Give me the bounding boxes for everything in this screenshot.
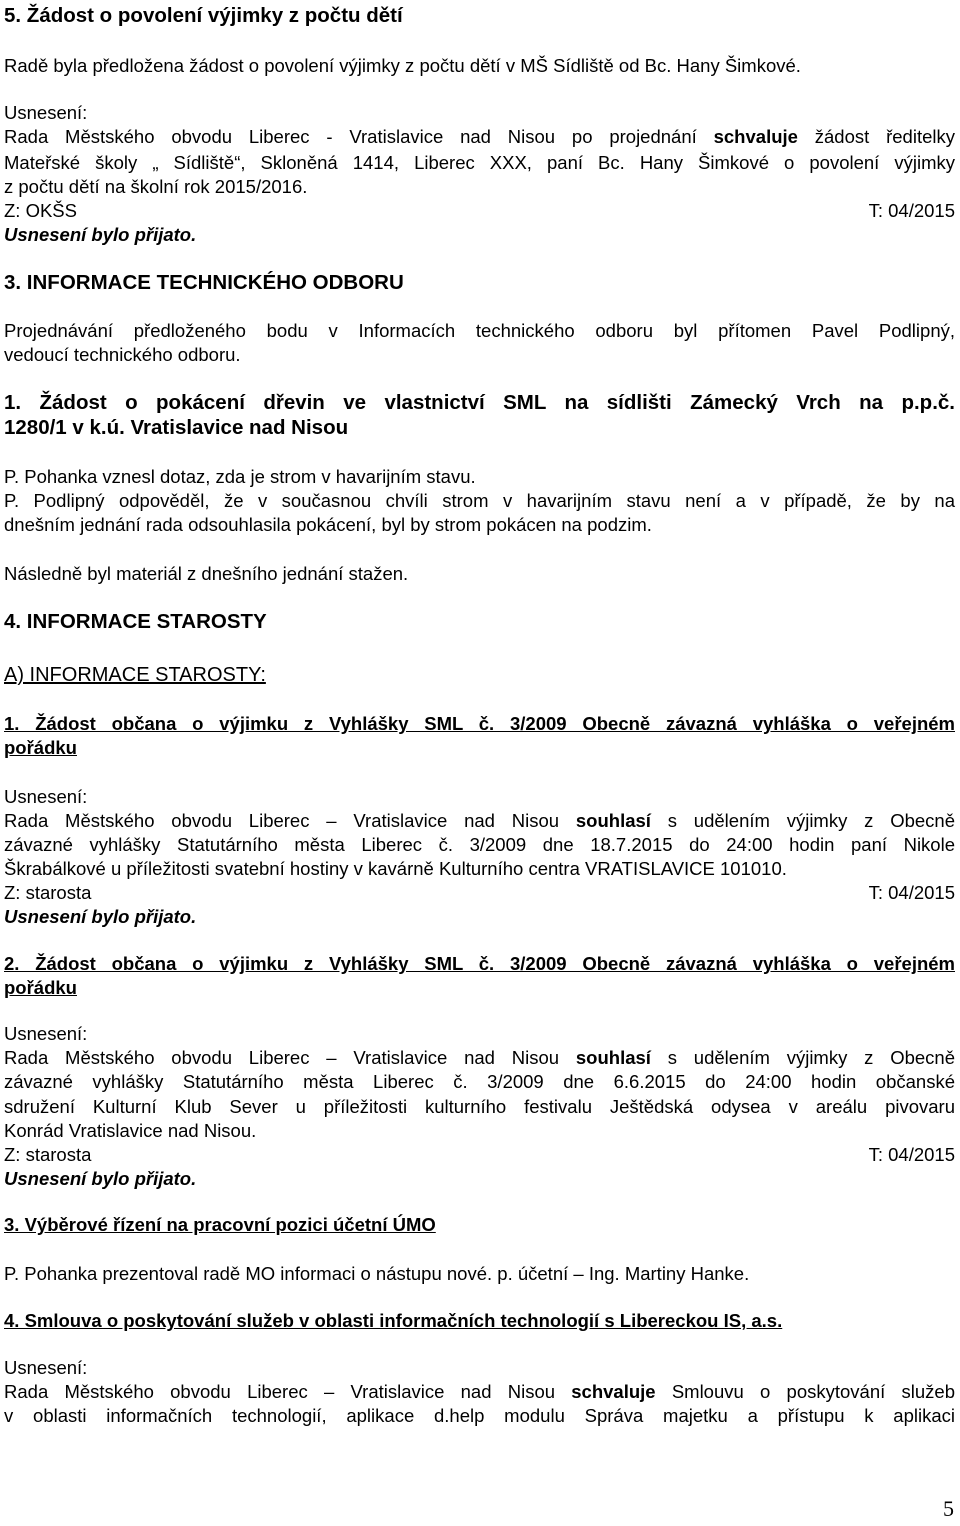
item-1-title: 1280/1 v k.ú. Vratislavice nad Nisou [4, 416, 349, 439]
item-2-title: pořádku [4, 977, 77, 998]
resolution-accepted: Usnesení bylo přijato. [4, 1168, 197, 1189]
question-text: P. Pohanka vznesl dotaz, zda je strom v havarijním stavu. [4, 466, 476, 487]
resolution-text: Rada Městského obvodu Liberec – Vratislavice nad Nisou souhlasí s udělením výjimky z Obecně [4, 810, 956, 831]
resolution-text: Škrabálkové u příležitosti svatební hostiny v kavárně Kulturního centra VRATISLAVICE 101010. [4, 858, 787, 879]
withdrawn-text: Následně byl materiál z dnešního jednání stažen. [4, 563, 409, 584]
resolution-accepted: Usnesení bylo přijato. [4, 224, 197, 245]
subsection-heading: A) INFORMACE STAROSTY: [4, 664, 266, 686]
responsibility-row [4, 1144, 955, 1166]
resolution-text: v oblasti informačních technologií, aplikace d.help modulu Správa majetku a přístupu k aplikaci [4, 1405, 955, 1426]
responsibility-row [4, 200, 955, 222]
section-3-paragraph: Projednávání předloženého bodu v Informacích technického odboru byl přítomen Pavel Podlipný, [4, 320, 955, 341]
answer-text: dnešním jednání rada odsouhlasila pokácení, byl by strom pokácen na podzim. [4, 514, 652, 535]
section-4-heading: 4. INFORMACE STAROSTY [4, 610, 267, 633]
section-3-heading: 3. INFORMACE TECHNICKÉHO ODBORU [4, 271, 404, 294]
deadline: T: 04/2015 [868, 882, 955, 903]
responsible: Z: starosta [4, 882, 92, 903]
resolution-accepted: Usnesení bylo přijato. [4, 906, 197, 927]
section-5-intro: Radě byla předložena žádost o povolení výjimky z počtu dětí v MŠ Sídliště od Bc. Hany Šimkové. [4, 55, 801, 76]
item-2-title: 2. Žádost občana o výjimku z Vyhlášky SML č. 3/2009 Obecně závazná vyhláška o veřejném [4, 953, 955, 974]
section-5-heading: 5. Žádost o povolení výjimky z počtu dětí [4, 4, 403, 27]
item-4-title: 4. Smlouva o poskytování služeb v oblasti informačních technologií s Libereckou IS, a.s. [4, 1310, 783, 1331]
resolution-label: Usnesení: [4, 1357, 88, 1378]
deadline: T: 04/2015 [868, 1144, 955, 1165]
item-1-title: 1. Žádost občana o výjimku z Vyhlášky SML č. 3/2009 Obecně závazná vyhláška o veřejném [4, 713, 955, 734]
responsibility-row [4, 882, 955, 904]
resolution-label: Usnesení: [4, 786, 88, 807]
deadline: T: 04/2015 [868, 200, 955, 221]
item-3-text: P. Pohanka prezentoval radě MO informaci o nástupu nové. p. účetní – Ing. Martiny Hanke. [4, 1263, 750, 1284]
section-3-paragraph: vedoucí technického odboru. [4, 344, 241, 365]
resolution-text: z počtu dětí na školní rok 2015/2016. [4, 176, 308, 197]
resolution-label: Usnesení: [4, 1023, 88, 1044]
resolution-text: Rada Městského obvodu Liberec - Vratislavice nad Nisou po projednání schvaluje žádost ředitelky [4, 126, 955, 147]
resolution-label: Usnesení: [4, 102, 88, 123]
resolution-text: Rada Městského obvodu Liberec – Vratislavice nad Nisou souhlasí s udělením výjimky z Obecně [4, 1047, 956, 1068]
item-1-title: 1. Žádost o pokácení dřevin ve vlastnictví SML na sídlišti Zámecký Vrch na p.p.č. [4, 391, 955, 414]
page-number: 5 [943, 1496, 954, 1521]
resolution-text: Rada Městského obvodu Liberec – Vratislavice nad Nisou schvaluje Smlouvu o poskytování služeb [4, 1381, 955, 1402]
resolution-text: Konrád Vratislavice nad Nisou. [4, 1120, 257, 1141]
item-1-title: pořádku [4, 737, 77, 758]
resolution-text: závazné vyhlášky Statutárního města Liberec č. 3/2009 dne 18.7.2015 do 24:00 hodin paní Nikole [4, 834, 955, 855]
responsible: Z: OKŠS [4, 200, 77, 221]
resolution-text: sdružení Kulturní Klub Sever u příležitosti kulturního festivalu Ještědská odysea v areálu pivovaru [4, 1096, 955, 1117]
responsible: Z: starosta [4, 1144, 92, 1165]
resolution-text: závazné vyhlášky Statutárního města Liberec č. 3/2009 dne 6.6.2015 do 24:00 hodin občanské [4, 1071, 955, 1092]
item-3-title: 3. Výběrové řízení na pracovní pozici účetní ÚMO [4, 1214, 436, 1235]
resolution-text: Mateřské školy „ Sídliště“, Skloněná 1414, Liberec XXX, paní Bc. Hany Šimkové o povolení výjimky [4, 152, 955, 173]
answer-text: P. Podlipný odpověděl, že v současnou chvíli strom v havarijním stavu není a v případě, že by na [4, 490, 955, 511]
